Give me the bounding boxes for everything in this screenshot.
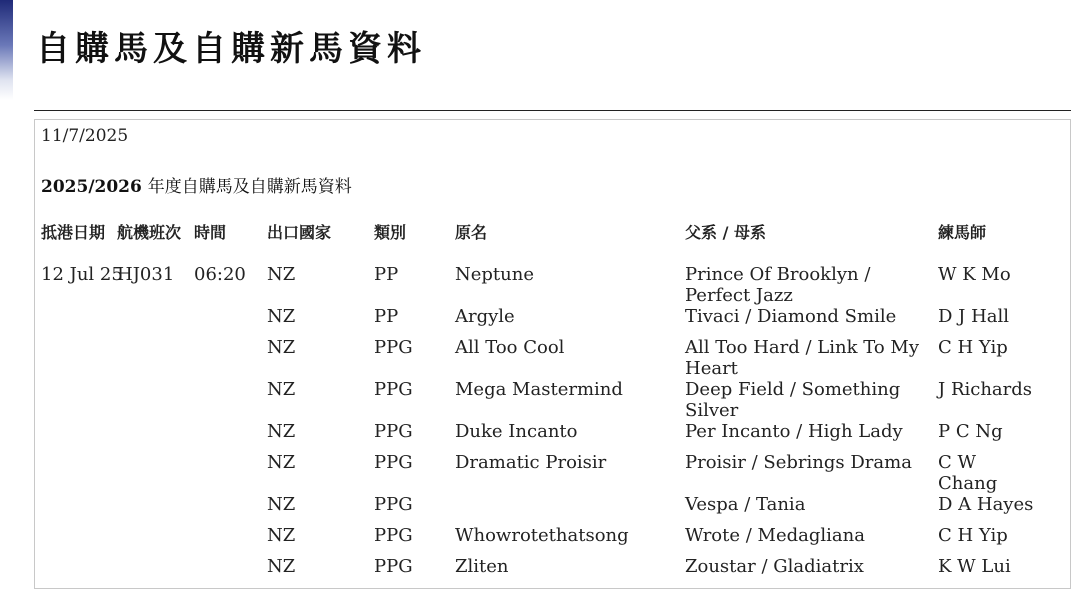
cell-lineage: Per Incanto / High Lady bbox=[685, 421, 903, 442]
cell-type: PP bbox=[374, 306, 399, 327]
cell-type: PPG bbox=[374, 525, 413, 546]
cell-name: Argyle bbox=[455, 306, 515, 327]
cell-trainer: K W Lui bbox=[938, 556, 1011, 577]
cell-trainer: P C Ng bbox=[938, 421, 1003, 442]
table-header-row bbox=[39, 216, 1039, 260]
update-date: 11/7/2025 bbox=[41, 126, 129, 146]
cell-type: PPG bbox=[374, 556, 413, 577]
cell-type: PPG bbox=[374, 452, 413, 473]
cell-name: Neptune bbox=[455, 264, 534, 285]
cell-name: All Too Cool bbox=[455, 337, 565, 358]
cell-country: NZ bbox=[267, 264, 296, 285]
cell-flight bbox=[115, 379, 192, 421]
cell-arrival-date bbox=[39, 306, 115, 337]
cell-country: NZ bbox=[267, 379, 296, 400]
cell-trainer: W K Mo bbox=[938, 264, 1011, 285]
cell-flight bbox=[115, 337, 192, 379]
cell-lineage: Tivaci / Diamond Smile bbox=[685, 306, 897, 327]
cell-flight bbox=[115, 525, 192, 556]
table-row bbox=[39, 525, 1039, 556]
cell-type: PPG bbox=[374, 379, 413, 400]
table-row bbox=[39, 452, 1039, 494]
cell-name: Whowrotethatsong bbox=[455, 525, 629, 546]
cell-country: NZ bbox=[267, 306, 296, 327]
cell-time bbox=[192, 556, 265, 587]
cell-time bbox=[192, 525, 265, 556]
cell-time bbox=[192, 379, 265, 421]
cell-time bbox=[192, 494, 265, 525]
header-time: 時間 bbox=[194, 223, 227, 242]
cell-flight bbox=[115, 494, 192, 525]
cell-trainer: C W Chang bbox=[938, 452, 998, 494]
header-accent-bar bbox=[0, 0, 13, 100]
season-heading-text: 年度自購馬及自購新馬資料 bbox=[147, 177, 352, 197]
cell-arrival-date bbox=[39, 452, 115, 494]
cell-country: NZ bbox=[267, 452, 296, 473]
cell-country: NZ bbox=[267, 494, 296, 515]
header-arrival-date: 抵港日期 bbox=[41, 223, 106, 242]
cell-name bbox=[453, 494, 683, 525]
header-country: 出口國家 bbox=[267, 223, 332, 242]
cell-time bbox=[192, 421, 265, 452]
header-flight: 航機班次 bbox=[117, 223, 182, 242]
cell-arrival-date bbox=[39, 525, 115, 556]
header-trainer: 練馬師 bbox=[938, 223, 987, 242]
cell-country: NZ bbox=[267, 525, 296, 546]
cell-trainer: C H Yip bbox=[938, 337, 1008, 358]
cell-lineage: Zoustar / Gladiatrix bbox=[685, 556, 864, 577]
title-divider bbox=[34, 110, 1071, 111]
cell-lineage: Deep Field / Something Silver bbox=[685, 379, 901, 421]
table-row bbox=[39, 260, 1039, 306]
cell-arrival-date bbox=[39, 494, 115, 525]
cell-country: NZ bbox=[267, 556, 296, 577]
cell-type: PPG bbox=[374, 421, 413, 442]
cell-lineage: All Too Hard / Link To My Heart bbox=[685, 337, 919, 379]
table-row bbox=[39, 306, 1039, 337]
table-row bbox=[39, 421, 1039, 452]
cell-time bbox=[192, 306, 265, 337]
table-row bbox=[39, 556, 1039, 587]
header-type: 類別 bbox=[374, 223, 407, 242]
cell-time: 06:20 bbox=[194, 264, 246, 285]
content-panel bbox=[34, 119, 1071, 589]
cell-arrival-date bbox=[39, 337, 115, 379]
cell-time bbox=[192, 337, 265, 379]
table-row bbox=[39, 337, 1039, 379]
cell-lineage: Wrote / Medagliana bbox=[685, 525, 865, 546]
cell-name: Mega Mastermind bbox=[455, 379, 623, 400]
header-name: 原名 bbox=[455, 223, 488, 242]
cell-name: Zliten bbox=[455, 556, 509, 577]
cell-name: Dramatic Proisir bbox=[455, 452, 607, 473]
page-title: 自購馬及自購新馬資料 bbox=[36, 29, 426, 69]
section-heading bbox=[41, 172, 352, 197]
header-lineage: 父系 / 母系 bbox=[685, 223, 766, 242]
cell-trainer: D J Hall bbox=[938, 306, 1010, 327]
table-row bbox=[39, 379, 1039, 421]
cell-arrival-date: 12 Jul 25 bbox=[41, 264, 123, 285]
cell-lineage: Proisir / Sebrings Drama bbox=[685, 452, 912, 473]
cell-flight bbox=[115, 306, 192, 337]
cell-flight bbox=[115, 556, 192, 587]
cell-trainer: D A Hayes bbox=[938, 494, 1034, 515]
cell-flight bbox=[115, 452, 192, 494]
cell-arrival-date bbox=[39, 556, 115, 587]
cell-flight: HJ031 bbox=[117, 264, 175, 285]
cell-type: PPG bbox=[374, 337, 413, 358]
cell-trainer: J Richards bbox=[938, 379, 1033, 400]
cell-type: PP bbox=[374, 264, 399, 285]
cell-arrival-date bbox=[39, 379, 115, 421]
table-row bbox=[39, 494, 1039, 525]
cell-arrival-date bbox=[39, 421, 115, 452]
season-year: 2025/2026 bbox=[41, 177, 142, 197]
cell-lineage: Vespa / Tania bbox=[685, 494, 806, 515]
cell-lineage: Prince Of Brooklyn / Perfect Jazz bbox=[685, 264, 871, 306]
cell-flight bbox=[115, 421, 192, 452]
cell-name: Duke Incanto bbox=[455, 421, 578, 442]
cell-country: NZ bbox=[267, 421, 296, 442]
horse-arrival-table bbox=[39, 216, 1039, 587]
cell-time bbox=[192, 452, 265, 494]
cell-type: PPG bbox=[374, 494, 413, 515]
cell-country: NZ bbox=[267, 337, 296, 358]
cell-trainer: C H Yip bbox=[938, 525, 1008, 546]
